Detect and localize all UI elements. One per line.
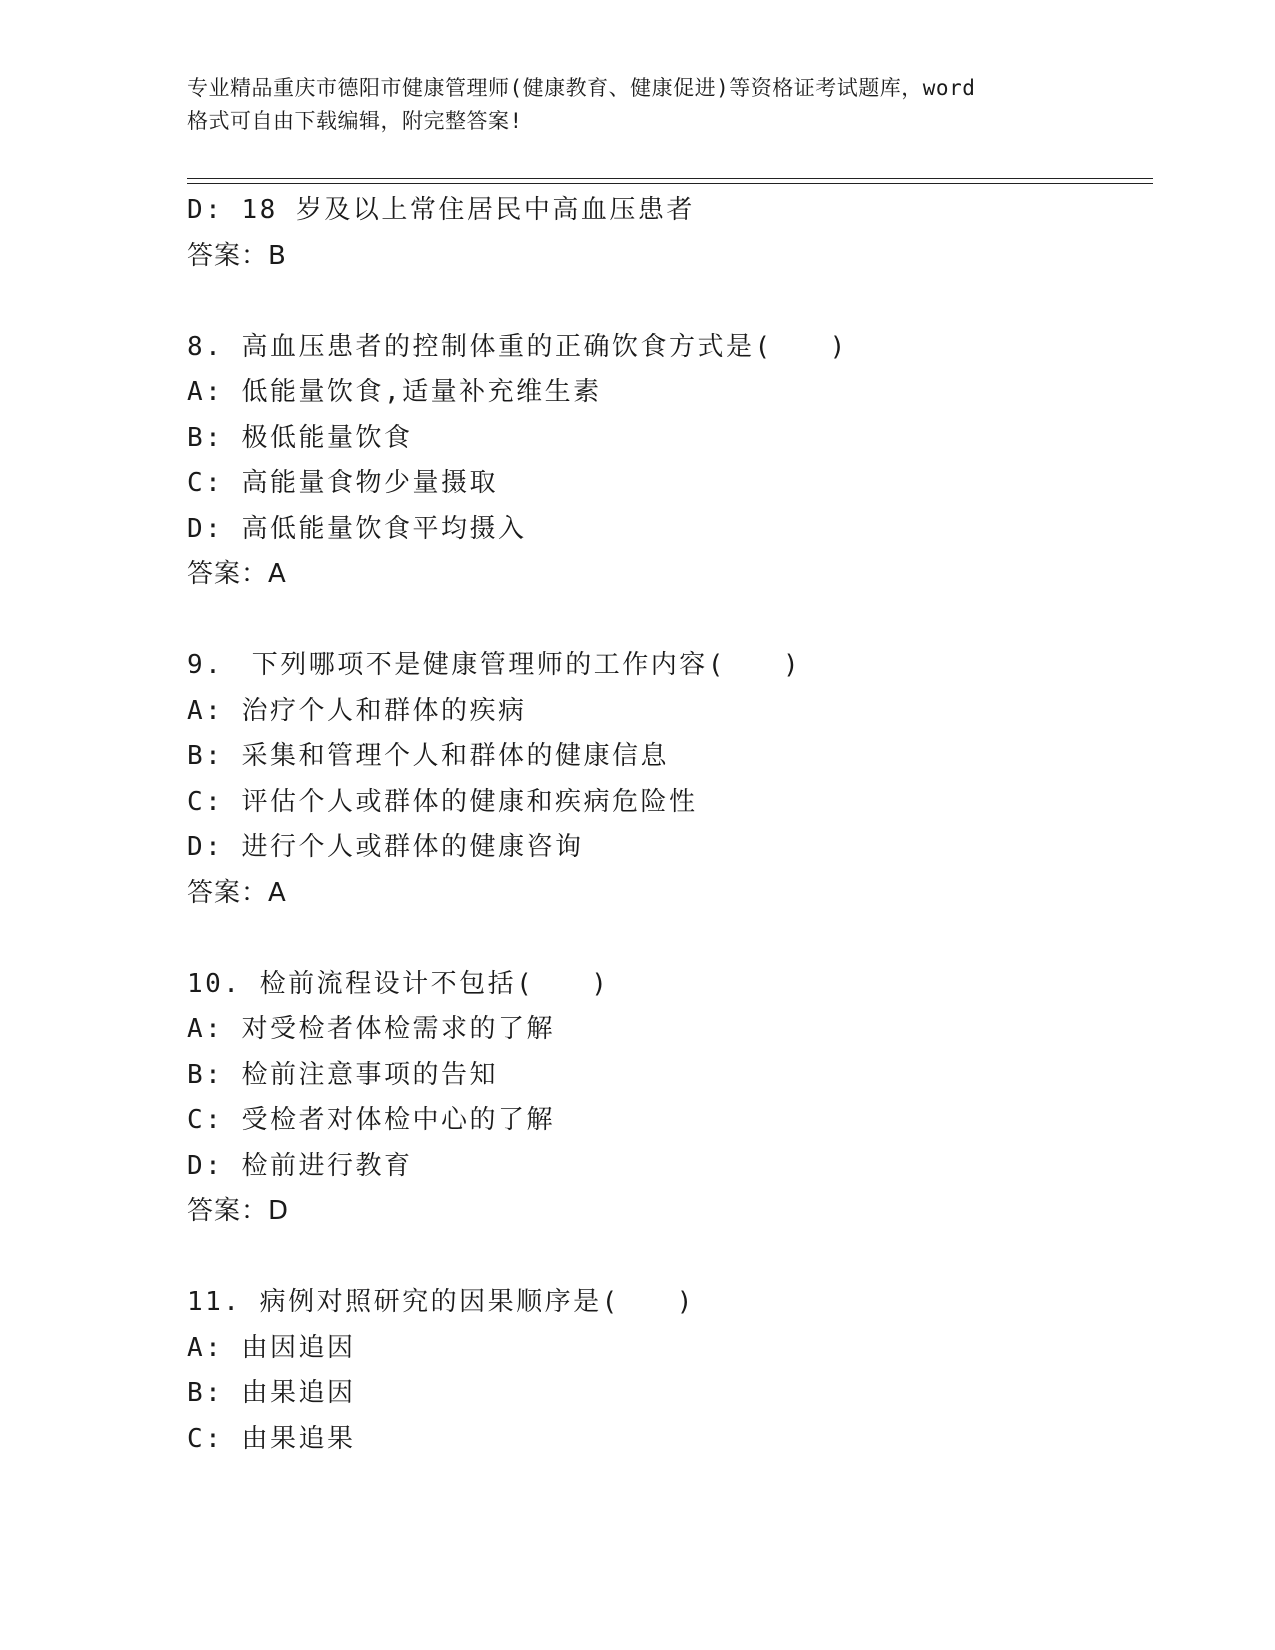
- answer-line: 答案：B: [187, 240, 287, 271]
- option-c: C: 受检者对体检中心的了解: [187, 1105, 555, 1135]
- option-a: A: 低能量饮食,适量补充维生素: [187, 377, 602, 407]
- question-11: [187, 1280, 1147, 1462]
- option-d: D: 高低能量饮食平均摄入: [187, 513, 527, 544]
- option-c: C: 由果追果: [187, 1423, 356, 1454]
- answer-line: 答案：A: [187, 877, 287, 908]
- question-list: [187, 188, 1147, 1462]
- option-d: D: 进行个人或群体的健康咨询: [187, 832, 584, 862]
- option-b: B: 检前注意事项的告知: [187, 1059, 498, 1090]
- question-stem: 9. 下列哪项不是健康管理师的工作内容( ): [187, 650, 802, 680]
- option-a: A: 由因追因: [187, 1332, 356, 1363]
- option-a: A: 对受检者体检需求的了解: [187, 1014, 555, 1044]
- spacer: [187, 598, 1147, 644]
- option-a: A: 治疗个人和群体的疾病: [187, 695, 527, 726]
- spacer: [187, 279, 1147, 325]
- answer-line: 答案：D: [187, 1196, 290, 1226]
- option-b: B: 采集和管理个人和群体的健康信息: [187, 741, 669, 771]
- header-line-1: 专业精品重庆市德阳市健康管理师(健康教育、健康促进)等资格证考试题库，word: [187, 76, 976, 100]
- question-7-tail: [187, 188, 1147, 279]
- question-stem: 11. 病例对照研究的因果顺序是( ): [187, 1287, 695, 1317]
- question-stem: 8. 高血压患者的控制体重的正确饮食方式是( ): [187, 331, 848, 362]
- spacer: [187, 916, 1147, 962]
- option-d: D: 18 岁及以上常住居民中高血压患者: [187, 195, 695, 225]
- option-c: C: 高能量食物少量摄取: [187, 468, 498, 498]
- answer-line: 答案：A: [187, 559, 287, 589]
- header-line-2: 格式可自由下载编辑，附完整答案!: [187, 109, 523, 133]
- question-10: [187, 962, 1147, 1235]
- option-b: B: 由果追因: [187, 1378, 356, 1408]
- header-divider-top: [187, 178, 1153, 179]
- question-8: [187, 325, 1147, 598]
- header-divider-bottom: [187, 183, 1153, 184]
- spacer: [187, 1235, 1147, 1281]
- question-9: [187, 643, 1147, 916]
- option-b: B: 极低能量饮食: [187, 422, 413, 453]
- option-d: D: 检前进行教育: [187, 1150, 413, 1181]
- document-header: [187, 72, 1087, 138]
- question-stem: 10. 检前流程设计不包括( ): [187, 968, 610, 999]
- option-c: C: 评估个人或群体的健康和疾病危险性: [187, 786, 698, 817]
